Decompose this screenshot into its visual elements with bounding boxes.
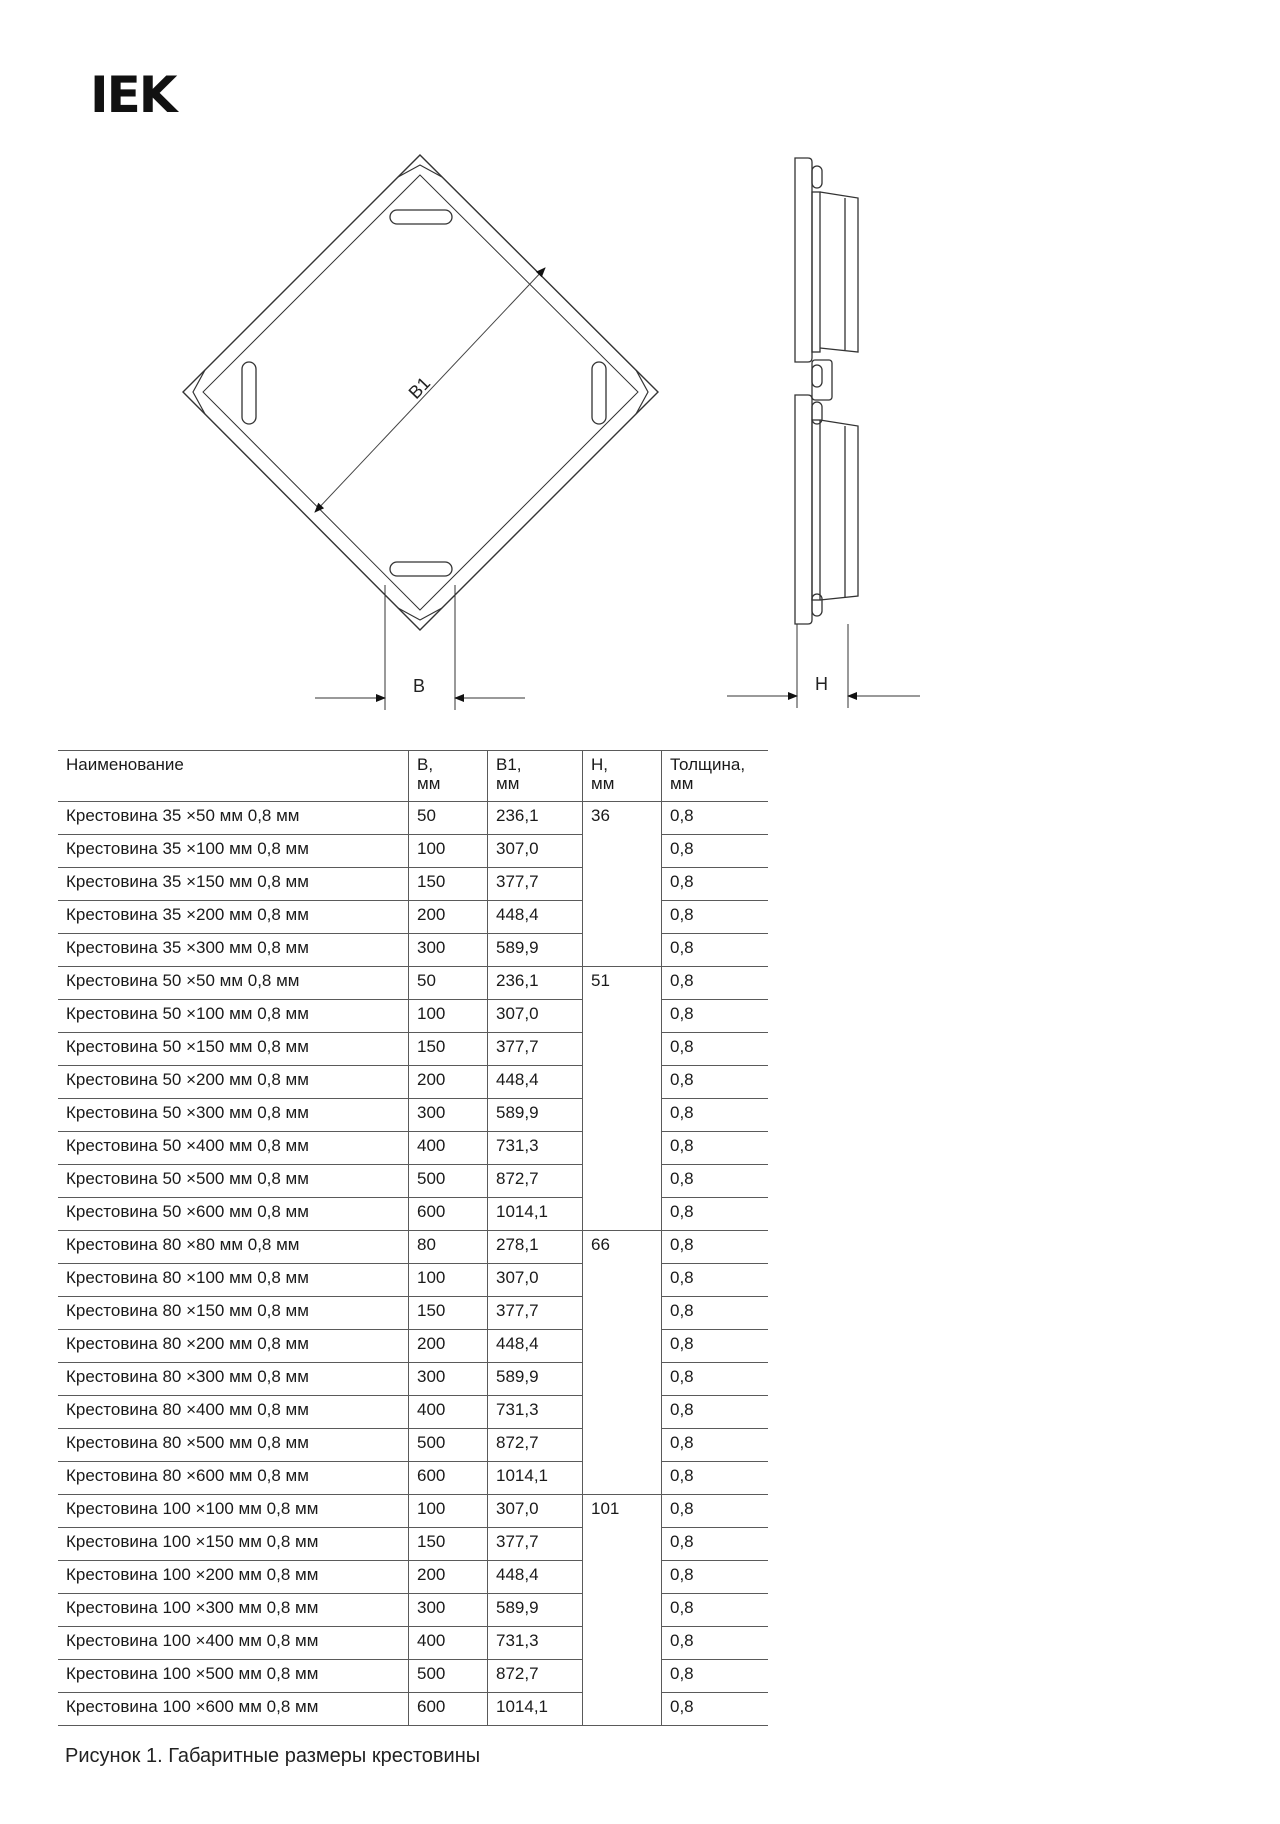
table-row bbox=[58, 1264, 768, 1297]
cell-b1: 377,7 bbox=[488, 1297, 583, 1330]
cell-thickness: 0,8 bbox=[662, 1693, 769, 1726]
cell-h: 51 bbox=[583, 967, 662, 1000]
cell-thickness: 0,8 bbox=[662, 1330, 769, 1363]
table-row bbox=[58, 1330, 768, 1363]
cell-name: Крестовина 50 ×500 мм 0,8 мм bbox=[58, 1165, 409, 1198]
cell-b: 400 bbox=[409, 1396, 488, 1429]
table-row bbox=[58, 934, 768, 967]
cell-h bbox=[583, 1297, 662, 1330]
b-label: B bbox=[413, 676, 426, 696]
side-profile-top bbox=[795, 158, 812, 362]
cell-h: 66 bbox=[583, 1231, 662, 1264]
cell-name: Крестовина 80 ×200 мм 0,8 мм bbox=[58, 1330, 409, 1363]
cell-b1: 448,4 bbox=[488, 1066, 583, 1099]
cell-b1: 377,7 bbox=[488, 1528, 583, 1561]
cell-b1: 377,7 bbox=[488, 1033, 583, 1066]
table-row bbox=[58, 1033, 768, 1066]
cell-h bbox=[583, 868, 662, 901]
side-view bbox=[795, 158, 858, 624]
cell-name: Крестовина 80 ×100 мм 0,8 мм bbox=[58, 1264, 409, 1297]
table-row bbox=[58, 1561, 768, 1594]
cell-h bbox=[583, 1627, 662, 1660]
cell-h bbox=[583, 1594, 662, 1627]
header-b: B, мм bbox=[409, 751, 488, 802]
cell-h bbox=[583, 1561, 662, 1594]
cell-b1: 307,0 bbox=[488, 1000, 583, 1033]
cell-name: Крестовина 50 ×150 мм 0,8 мм bbox=[58, 1033, 409, 1066]
cell-b: 300 bbox=[409, 1099, 488, 1132]
cell-name: Крестовина 50 ×300 мм 0,8 мм bbox=[58, 1099, 409, 1132]
cell-b1: 731,3 bbox=[488, 1627, 583, 1660]
cell-h bbox=[583, 835, 662, 868]
cell-b: 150 bbox=[409, 868, 488, 901]
cell-thickness: 0,8 bbox=[662, 1495, 769, 1528]
table-row bbox=[58, 1396, 768, 1429]
cell-name: Крестовина 35 ×100 мм 0,8 мм bbox=[58, 835, 409, 868]
table-row bbox=[58, 1462, 768, 1495]
cell-thickness: 0,8 bbox=[662, 1528, 769, 1561]
cell-thickness: 0,8 bbox=[662, 802, 769, 835]
cell-name: Крестовина 50 ×200 мм 0,8 мм bbox=[58, 1066, 409, 1099]
cell-b: 500 bbox=[409, 1165, 488, 1198]
cell-h bbox=[583, 1132, 662, 1165]
header-b1: B1, мм bbox=[488, 751, 583, 802]
table-row bbox=[58, 1495, 768, 1528]
cell-h bbox=[583, 1033, 662, 1066]
table-row bbox=[58, 1231, 768, 1264]
cell-h bbox=[583, 1198, 662, 1231]
cell-thickness: 0,8 bbox=[662, 1594, 769, 1627]
cell-b1: 236,1 bbox=[488, 967, 583, 1000]
cell-b1: 377,7 bbox=[488, 868, 583, 901]
cell-thickness: 0,8 bbox=[662, 967, 769, 1000]
cell-thickness: 0,8 bbox=[662, 934, 769, 967]
cell-h bbox=[583, 1264, 662, 1297]
cell-b: 500 bbox=[409, 1660, 488, 1693]
cell-h bbox=[583, 901, 662, 934]
cell-name: Крестовина 50 ×600 мм 0,8 мм bbox=[58, 1198, 409, 1231]
cell-thickness: 0,8 bbox=[662, 1033, 769, 1066]
cell-b: 100 bbox=[409, 1264, 488, 1297]
cell-b: 600 bbox=[409, 1462, 488, 1495]
h-label: H bbox=[815, 674, 828, 694]
header-h: H, мм bbox=[583, 751, 662, 802]
cell-name: Крестовина 35 ×150 мм 0,8 мм bbox=[58, 868, 409, 901]
table-row bbox=[58, 802, 768, 835]
table-row bbox=[58, 1693, 768, 1726]
cell-h bbox=[583, 1066, 662, 1099]
cell-b1: 589,9 bbox=[488, 934, 583, 967]
cell-b: 600 bbox=[409, 1693, 488, 1726]
table-row bbox=[58, 1627, 768, 1660]
cell-h bbox=[583, 1429, 662, 1462]
cell-b1: 589,9 bbox=[488, 1363, 583, 1396]
cell-name: Крестовина 50 ×100 мм 0,8 мм bbox=[58, 1000, 409, 1033]
cell-thickness: 0,8 bbox=[662, 1627, 769, 1660]
table-row bbox=[58, 1594, 768, 1627]
cell-name: Крестовина 100 ×600 мм 0,8 мм bbox=[58, 1693, 409, 1726]
cell-b: 200 bbox=[409, 901, 488, 934]
table-row bbox=[58, 901, 768, 934]
cell-name: Крестовина 100 ×200 мм 0,8 мм bbox=[58, 1561, 409, 1594]
table-row bbox=[58, 1099, 768, 1132]
table-row bbox=[58, 1165, 768, 1198]
b1-label: B1 bbox=[404, 373, 435, 403]
cell-thickness: 0,8 bbox=[662, 1264, 769, 1297]
cross-piece-drawing bbox=[0, 130, 1280, 730]
cell-b1: 236,1 bbox=[488, 802, 583, 835]
table-row bbox=[58, 1132, 768, 1165]
cell-name: Крестовина 100 ×150 мм 0,8 мм bbox=[58, 1528, 409, 1561]
table-row bbox=[58, 835, 768, 868]
cell-b: 100 bbox=[409, 1000, 488, 1033]
cell-h bbox=[583, 1363, 662, 1396]
cell-h bbox=[583, 1528, 662, 1561]
table-row bbox=[58, 1429, 768, 1462]
cell-thickness: 0,8 bbox=[662, 1396, 769, 1429]
table-header-row bbox=[58, 751, 768, 802]
cell-thickness: 0,8 bbox=[662, 1561, 769, 1594]
cell-h bbox=[583, 1330, 662, 1363]
cell-name: Крестовина 35 ×50 мм 0,8 мм bbox=[58, 802, 409, 835]
side-slot-1 bbox=[812, 166, 822, 188]
cell-b: 100 bbox=[409, 835, 488, 868]
cell-h bbox=[583, 1396, 662, 1429]
slot-left bbox=[242, 362, 256, 424]
cell-b: 200 bbox=[409, 1330, 488, 1363]
cell-thickness: 0,8 bbox=[662, 1660, 769, 1693]
cell-b: 50 bbox=[409, 802, 488, 835]
cell-name: Крестовина 50 ×50 мм 0,8 мм bbox=[58, 967, 409, 1000]
table-row bbox=[58, 1000, 768, 1033]
cell-thickness: 0,8 bbox=[662, 1462, 769, 1495]
cell-b: 150 bbox=[409, 1033, 488, 1066]
cell-h bbox=[583, 1099, 662, 1132]
table-row bbox=[58, 1363, 768, 1396]
table-row bbox=[58, 1660, 768, 1693]
cell-b1: 448,4 bbox=[488, 1330, 583, 1363]
cell-b1: 1014,1 bbox=[488, 1462, 583, 1495]
cell-b: 100 bbox=[409, 1495, 488, 1528]
cell-b1: 872,7 bbox=[488, 1660, 583, 1693]
cell-b: 500 bbox=[409, 1429, 488, 1462]
cell-name: Крестовина 100 ×100 мм 0,8 мм bbox=[58, 1495, 409, 1528]
cell-b: 300 bbox=[409, 1363, 488, 1396]
cell-h bbox=[583, 1660, 662, 1693]
cell-thickness: 0,8 bbox=[662, 1363, 769, 1396]
cell-thickness: 0,8 bbox=[662, 1132, 769, 1165]
cell-b1: 1014,1 bbox=[488, 1198, 583, 1231]
cell-b: 400 bbox=[409, 1132, 488, 1165]
cell-h bbox=[583, 1462, 662, 1495]
cell-b1: 731,3 bbox=[488, 1396, 583, 1429]
cell-b1: 872,7 bbox=[488, 1165, 583, 1198]
table-row bbox=[58, 1198, 768, 1231]
cell-name: Крестовина 80 ×600 мм 0,8 мм bbox=[58, 1462, 409, 1495]
cell-thickness: 0,8 bbox=[662, 1000, 769, 1033]
table-row bbox=[58, 1066, 768, 1099]
cell-b: 80 bbox=[409, 1231, 488, 1264]
cell-b: 200 bbox=[409, 1066, 488, 1099]
table-row bbox=[58, 868, 768, 901]
cell-name: Крестовина 100 ×500 мм 0,8 мм bbox=[58, 1660, 409, 1693]
cell-h bbox=[583, 1000, 662, 1033]
dimensions-table bbox=[58, 750, 768, 1726]
table-row bbox=[58, 1528, 768, 1561]
cell-h: 101 bbox=[583, 1495, 662, 1528]
cell-b: 400 bbox=[409, 1627, 488, 1660]
cell-h bbox=[583, 1165, 662, 1198]
header-name: Наименование bbox=[58, 751, 409, 802]
cell-name: Крестовина 80 ×400 мм 0,8 мм bbox=[58, 1396, 409, 1429]
cell-b1: 307,0 bbox=[488, 835, 583, 868]
cell-thickness: 0,8 bbox=[662, 835, 769, 868]
iek-logo: IEK bbox=[90, 66, 176, 124]
cell-name: Крестовина 35 ×300 мм 0,8 мм bbox=[58, 934, 409, 967]
table-row bbox=[58, 1297, 768, 1330]
cell-b: 150 bbox=[409, 1297, 488, 1330]
cell-name: Крестовина 80 ×300 мм 0,8 мм bbox=[58, 1363, 409, 1396]
cell-h: 36 bbox=[583, 802, 662, 835]
cell-name: Крестовина 80 ×150 мм 0,8 мм bbox=[58, 1297, 409, 1330]
cell-b1: 307,0 bbox=[488, 1495, 583, 1528]
cell-b1: 448,4 bbox=[488, 1561, 583, 1594]
figure-caption: Рисунок 1. Габаритные размеры крестовины bbox=[65, 1745, 481, 1767]
cell-name: Крестовина 80 ×80 мм 0,8 мм bbox=[58, 1231, 409, 1264]
cell-b: 200 bbox=[409, 1561, 488, 1594]
cell-h bbox=[583, 1693, 662, 1726]
cell-b: 50 bbox=[409, 967, 488, 1000]
cell-h bbox=[583, 934, 662, 967]
dimensions-table-body bbox=[58, 751, 768, 1726]
slot-top bbox=[390, 210, 452, 224]
h-dimension bbox=[727, 624, 920, 708]
cell-b1: 589,9 bbox=[488, 1099, 583, 1132]
cell-b1: 278,1 bbox=[488, 1231, 583, 1264]
cell-b1: 307,0 bbox=[488, 1264, 583, 1297]
slot-bottom bbox=[390, 562, 452, 576]
cell-name: Крестовина 100 ×300 мм 0,8 мм bbox=[58, 1594, 409, 1627]
cell-b1: 589,9 bbox=[488, 1594, 583, 1627]
cell-b1: 1014,1 bbox=[488, 1693, 583, 1726]
cell-b1: 872,7 bbox=[488, 1429, 583, 1462]
cell-thickness: 0,8 bbox=[662, 1165, 769, 1198]
cell-b: 600 bbox=[409, 1198, 488, 1231]
cell-thickness: 0,8 bbox=[662, 901, 769, 934]
cell-thickness: 0,8 bbox=[662, 1198, 769, 1231]
table-row bbox=[58, 967, 768, 1000]
cell-name: Крестовина 100 ×400 мм 0,8 мм bbox=[58, 1627, 409, 1660]
cell-thickness: 0,8 bbox=[662, 1231, 769, 1264]
cell-b: 150 bbox=[409, 1528, 488, 1561]
side-profile-bottom bbox=[795, 395, 812, 624]
cell-b: 300 bbox=[409, 934, 488, 967]
cell-thickness: 0,8 bbox=[662, 868, 769, 901]
cell-thickness: 0,8 bbox=[662, 1066, 769, 1099]
header-thickness: Толщина, мм bbox=[662, 751, 769, 802]
slot-right bbox=[592, 362, 606, 424]
cell-thickness: 0,8 bbox=[662, 1429, 769, 1462]
cell-thickness: 0,8 bbox=[662, 1099, 769, 1132]
side-slot-2 bbox=[812, 365, 822, 387]
cell-name: Крестовина 80 ×500 мм 0,8 мм bbox=[58, 1429, 409, 1462]
cell-b: 300 bbox=[409, 1594, 488, 1627]
cell-name: Крестовина 50 ×400 мм 0,8 мм bbox=[58, 1132, 409, 1165]
cell-b1: 731,3 bbox=[488, 1132, 583, 1165]
cell-b1: 448,4 bbox=[488, 901, 583, 934]
cell-thickness: 0,8 bbox=[662, 1297, 769, 1330]
cell-name: Крестовина 35 ×200 мм 0,8 мм bbox=[58, 901, 409, 934]
